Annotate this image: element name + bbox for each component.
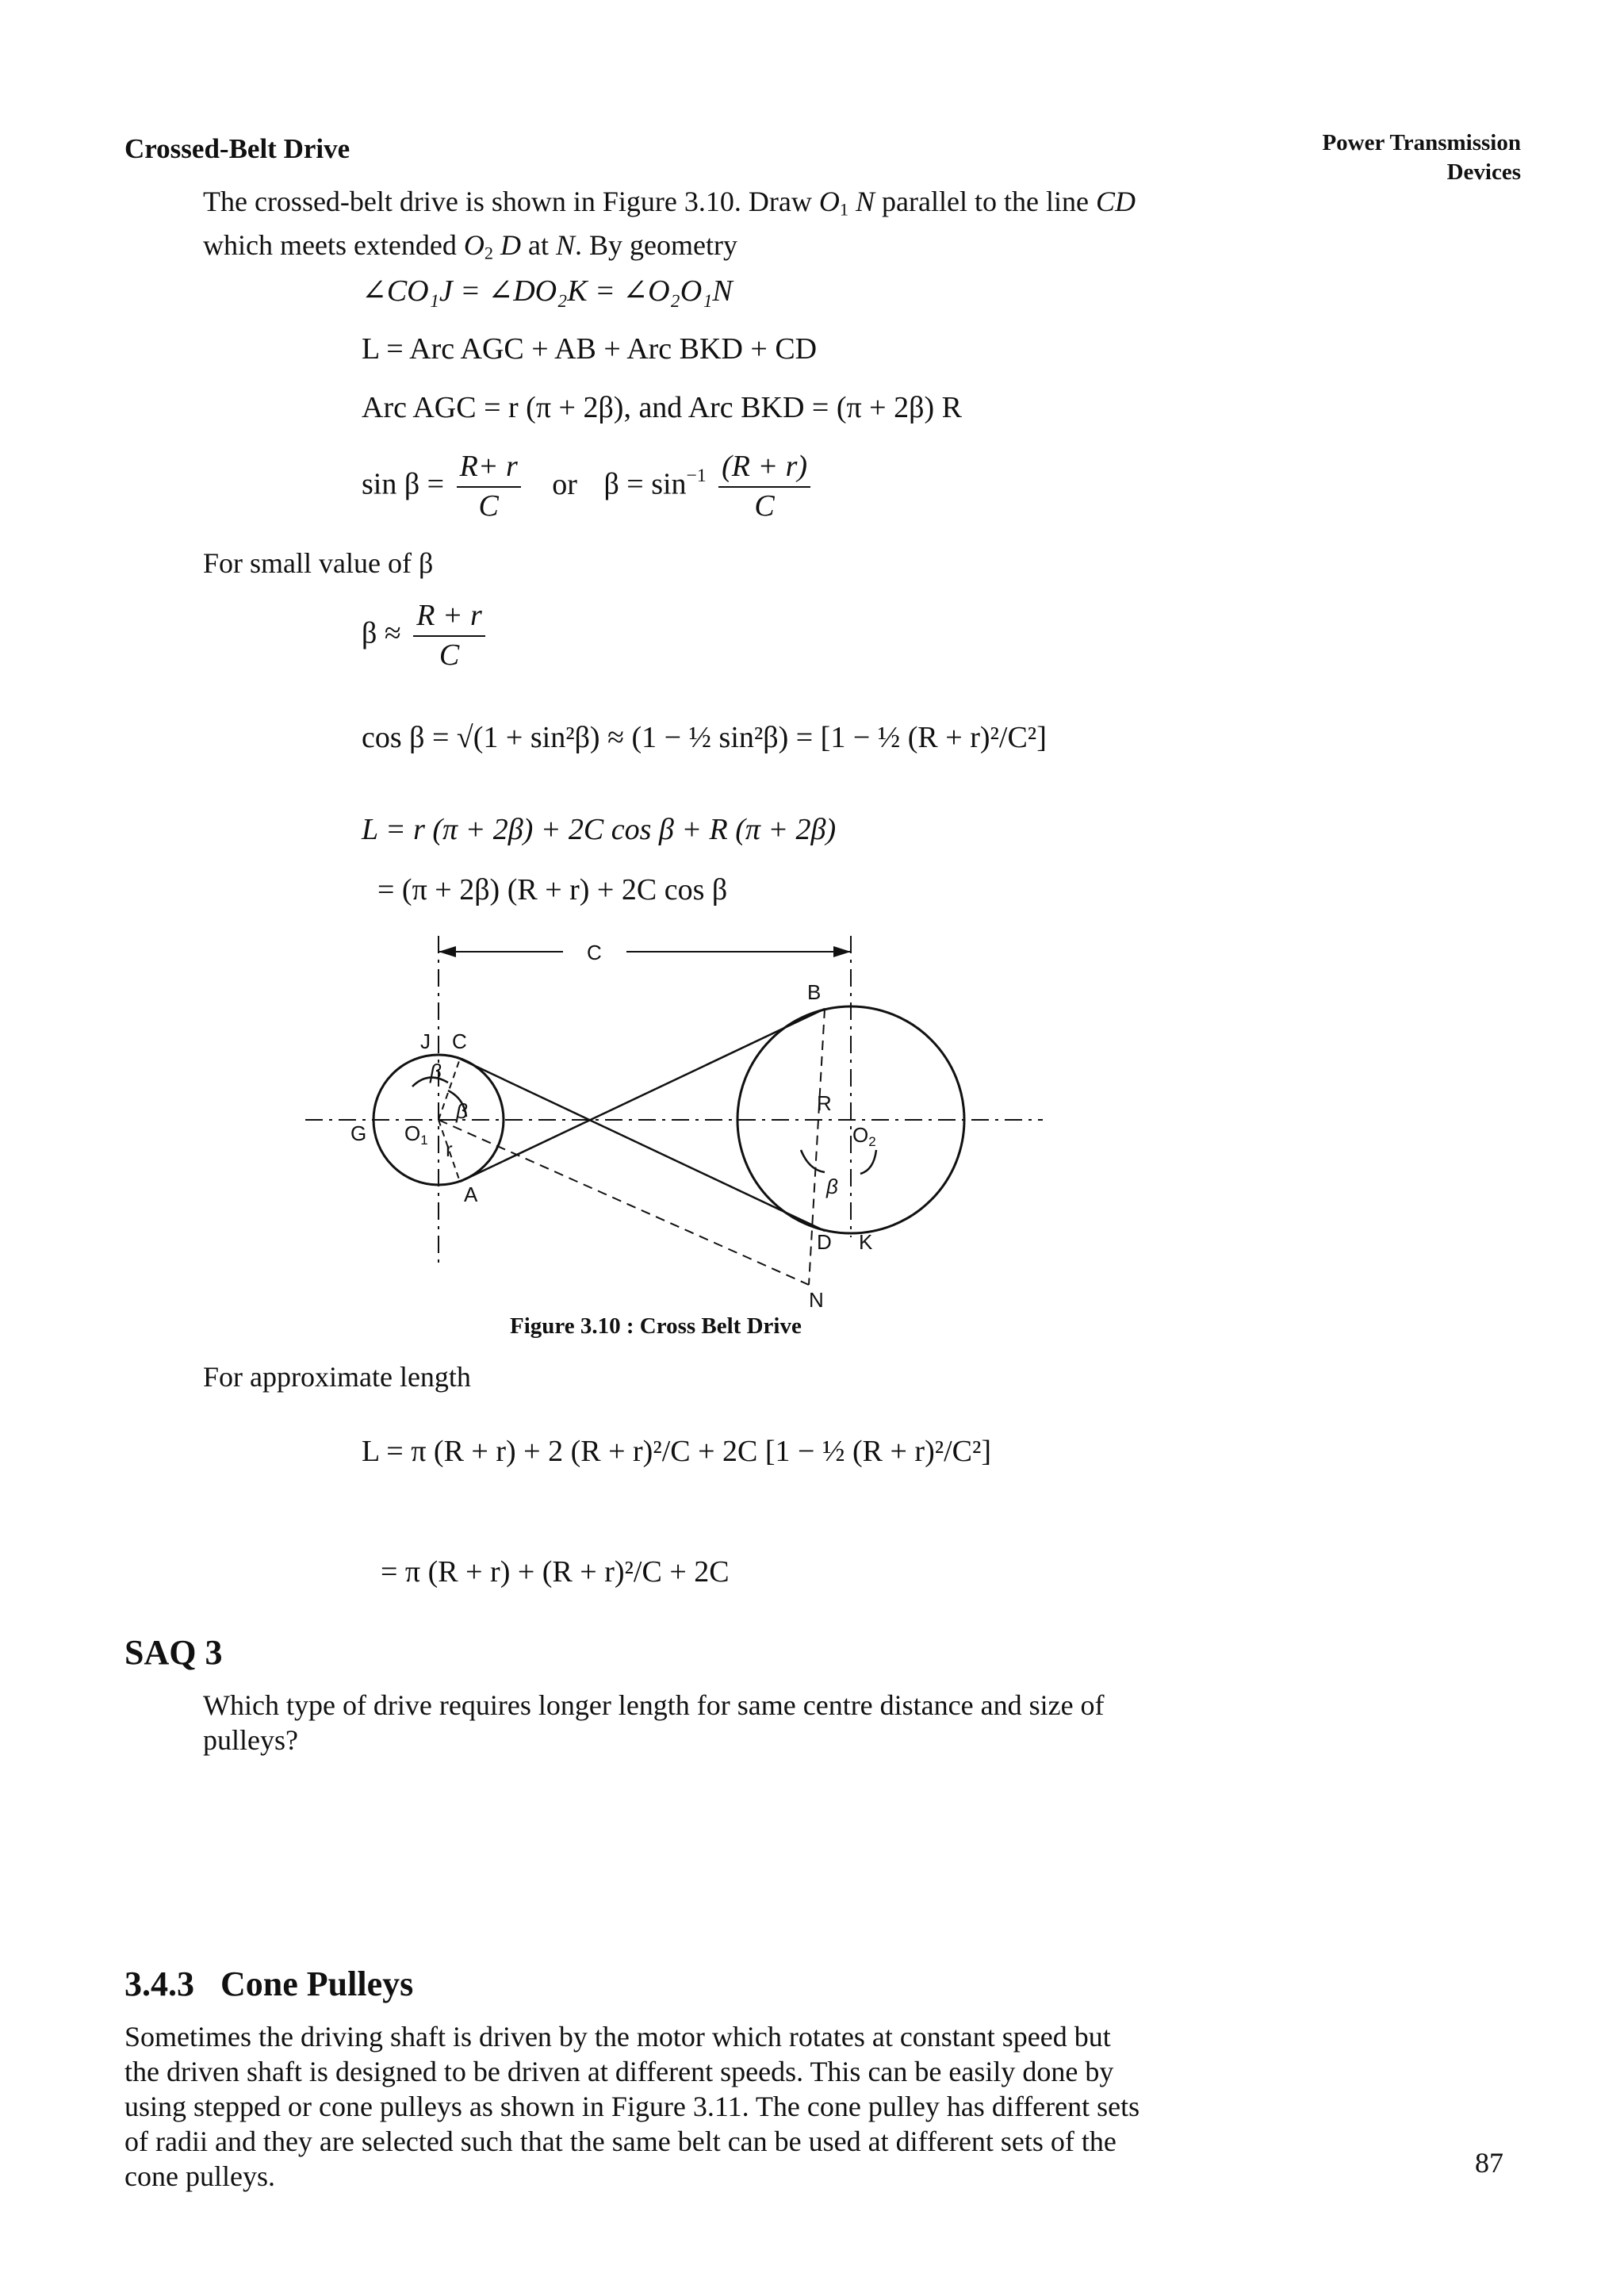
label-beta-3: β bbox=[826, 1175, 838, 1198]
label-r-small: r bbox=[446, 1137, 453, 1161]
intro-n: N bbox=[848, 186, 875, 217]
intro-cd: CD bbox=[1095, 186, 1136, 217]
intro-n2: N bbox=[556, 228, 576, 261]
label-c-dimension: C bbox=[587, 941, 602, 964]
sin-beta-lhs: sin β = bbox=[362, 467, 445, 501]
label-c-point: C bbox=[452, 1029, 467, 1053]
saq-title: SAQ 3 bbox=[124, 1633, 223, 1672]
saq-question bbox=[203, 1688, 1234, 1757]
sin-beta-fraction bbox=[457, 450, 521, 523]
equation-beta-approx bbox=[362, 600, 490, 673]
sin-beta-or: or bbox=[552, 467, 577, 501]
dim-arrow-right bbox=[833, 946, 851, 957]
saq-line-2: pulleys? bbox=[203, 1724, 298, 1756]
intro-text-b: parallel to the line bbox=[875, 186, 1096, 217]
equation-angles: ∠CO₁J = ∠DO₂K = ∠O₂O₁N bbox=[362, 274, 733, 308]
figure-caption: Figure 3.10 : Cross Belt Drive bbox=[510, 1313, 802, 1339]
intro-o2: O bbox=[463, 228, 485, 261]
intro-d: D bbox=[493, 228, 522, 261]
label-a: A bbox=[464, 1182, 478, 1206]
beta-approx-den: C bbox=[439, 638, 460, 672]
page-number: 87 bbox=[1475, 2147, 1503, 2179]
beta-approx-lhs: β ≈ bbox=[362, 616, 401, 650]
intro-o2-sub: 2 bbox=[484, 243, 494, 263]
label-o2: O2 bbox=[852, 1123, 876, 1149]
section-title: Crossed-Belt Drive bbox=[124, 133, 350, 164]
beta-approx-fraction bbox=[413, 600, 485, 673]
approx-text: For approximate length bbox=[203, 1361, 471, 1393]
arcsin-den: C bbox=[754, 489, 775, 523]
intro-paragraph bbox=[203, 184, 1234, 270]
belt-cd bbox=[460, 1059, 825, 1231]
beta-arc-4 bbox=[860, 1150, 876, 1174]
equation-length-simplified: = (π + 2β) (R + r) + 2C cos β bbox=[377, 873, 728, 907]
label-j: J bbox=[420, 1029, 431, 1053]
intro-o1: O bbox=[818, 186, 840, 217]
intro-o1-sub: 1 bbox=[839, 199, 849, 220]
cone-line-4: of radii and they are selected such that the same belt can be used at different sets of the bbox=[124, 2125, 1116, 2157]
intro-line-2 bbox=[203, 228, 1234, 271]
running-head-line1: Power Transmission bbox=[1322, 130, 1521, 155]
equation-approx-simplified: = π (R + r) + (R + r)²/C + 2C bbox=[381, 1555, 730, 1589]
label-g: G bbox=[350, 1121, 367, 1145]
cross-belt-figure bbox=[293, 920, 1055, 1317]
cone-pulleys-title: 3.4.3 Cone Pulleys bbox=[124, 1964, 414, 2003]
cone-line-1: Sometimes the driving shaft is driven by the motor which rotates at constant speed but bbox=[124, 2021, 1111, 2053]
equation-sin-beta bbox=[362, 450, 815, 523]
label-beta-2: β bbox=[456, 1099, 468, 1123]
belt-ab bbox=[460, 1009, 825, 1182]
line-o1-n bbox=[439, 1120, 809, 1285]
label-d: D bbox=[817, 1230, 832, 1254]
running-head-line2: Devices bbox=[1446, 159, 1521, 185]
dim-arrow-left bbox=[439, 946, 456, 957]
small-beta-text: For small value of β bbox=[203, 547, 434, 579]
intro-text-a: The crossed-belt drive is shown in Figure 3.10. Draw bbox=[203, 186, 819, 217]
intro-line-1 bbox=[203, 184, 1234, 228]
arcsin-lhs: β = sin bbox=[603, 467, 687, 501]
equation-length-arcs: L = Arc AGC + AB + Arc BKD + CD bbox=[362, 332, 818, 366]
sin-beta-num: R+ r bbox=[457, 450, 521, 488]
label-n: N bbox=[809, 1288, 824, 1312]
intro-line2-c: . By geometry bbox=[575, 228, 738, 261]
cone-line-2: the driven shaft is designed to be driven at different speeds. This can be easily done by bbox=[124, 2056, 1114, 2087]
arcsin-fraction bbox=[718, 450, 810, 523]
equation-approx-length: L = π (R + r) + 2 (R + r)²/C + 2C [1 − ½ (R + r)²/C²] bbox=[362, 1435, 992, 1468]
running-head bbox=[1322, 128, 1521, 187]
arcsin-num: (R + r) bbox=[718, 450, 810, 488]
label-r-large: R bbox=[817, 1091, 832, 1115]
sin-beta-den: C bbox=[478, 489, 499, 523]
beta-approx-num: R + r bbox=[413, 600, 485, 637]
intro-line2-b: at bbox=[521, 228, 557, 261]
label-k: K bbox=[859, 1230, 873, 1254]
intro-line2-a: which meets extended bbox=[203, 228, 464, 261]
equation-length-full: L = r (π + 2β) + 2C cos β + R (π + 2β) bbox=[362, 813, 837, 846]
saq-line-1: Which type of drive requires longer length for same centre distance and size of bbox=[203, 1689, 1105, 1721]
label-b: B bbox=[807, 980, 822, 1004]
equation-arc-values: Arc AGC = r (π + 2β), and Arc BKD = (π + 2β) R bbox=[362, 391, 962, 424]
label-o1: O1 bbox=[404, 1121, 428, 1148]
arcsin-exp: −1 bbox=[686, 466, 707, 487]
cone-pulleys-paragraph bbox=[124, 2019, 1274, 2194]
equation-cos-beta: cos β = √(1 + sin²β) ≈ (1 − ½ sin²β) = [1 − ½ (R + r)²/C²] bbox=[362, 721, 1047, 754]
beta-arc-3 bbox=[801, 1150, 825, 1172]
label-beta-1: β bbox=[430, 1060, 442, 1083]
cone-line-3: using stepped or cone pulleys as shown in Figure 3.11. The cone pulley has different sets bbox=[124, 2091, 1140, 2122]
cone-line-5: cone pulleys. bbox=[124, 2160, 275, 2192]
